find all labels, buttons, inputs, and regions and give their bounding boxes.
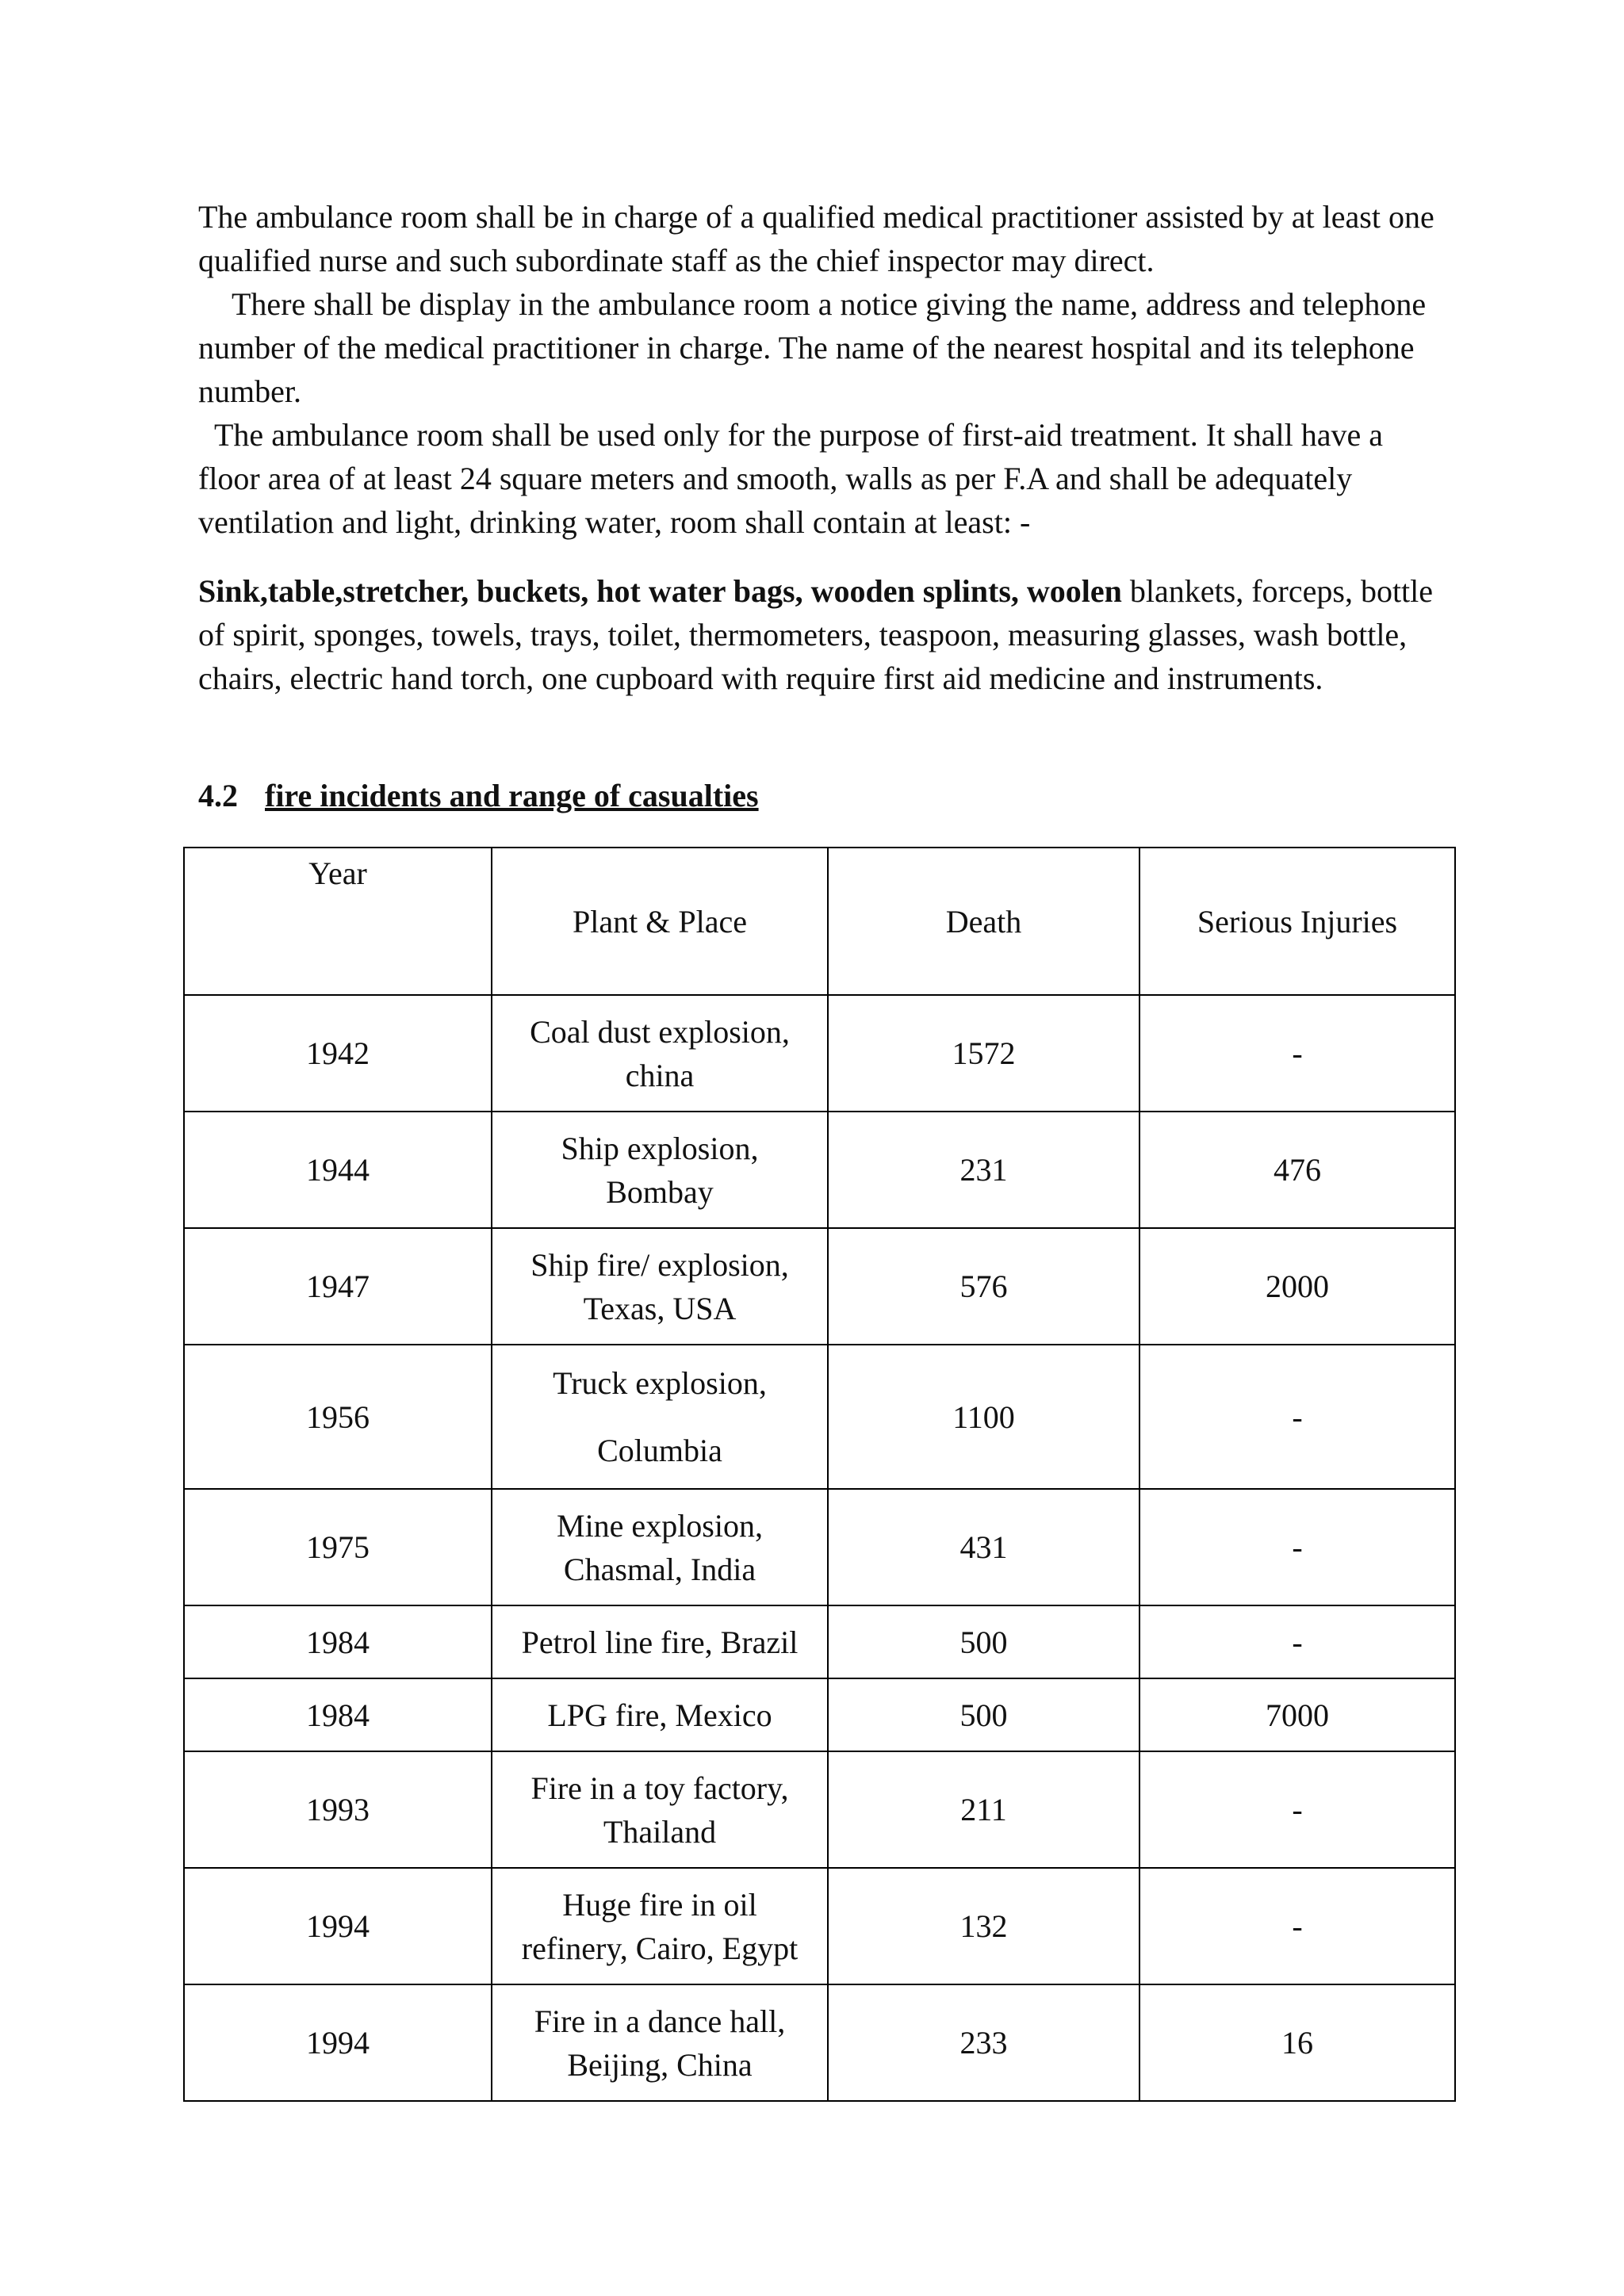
cell-injuries: - bbox=[1139, 1489, 1455, 1605]
cell-death: 500 bbox=[828, 1678, 1139, 1751]
cell-year: 1956 bbox=[184, 1345, 492, 1489]
cell-death: 500 bbox=[828, 1605, 1139, 1678]
cell-place bbox=[492, 1751, 828, 1868]
table-row bbox=[184, 1605, 1455, 1678]
place-line: Fire in a dance hall, bbox=[534, 2003, 786, 2039]
header-death: Death bbox=[828, 848, 1139, 995]
table-row bbox=[184, 1112, 1455, 1228]
cell-death: 132 bbox=[828, 1868, 1139, 1984]
table-row bbox=[184, 1678, 1455, 1751]
cell-death: 576 bbox=[828, 1228, 1139, 1345]
section-title: fire incidents and range of casualties bbox=[265, 778, 759, 813]
table-row bbox=[184, 1751, 1455, 1868]
table-row bbox=[184, 1489, 1455, 1605]
paragraph-equipment-list bbox=[198, 569, 1435, 700]
cell-injuries: - bbox=[1139, 1751, 1455, 1868]
header-year: Year bbox=[184, 848, 492, 995]
cell-year: 1984 bbox=[184, 1605, 492, 1678]
header-plant-place: Plant & Place bbox=[492, 848, 828, 995]
cell-year: 1975 bbox=[184, 1489, 492, 1605]
cell-injuries: 7000 bbox=[1139, 1678, 1455, 1751]
place-line: Chasmal, India bbox=[563, 1551, 756, 1587]
cell-place bbox=[492, 1112, 828, 1228]
cell-year: 1994 bbox=[184, 1868, 492, 1984]
cell-death: 431 bbox=[828, 1489, 1139, 1605]
table-row bbox=[184, 1345, 1455, 1489]
cell-place bbox=[492, 995, 828, 1112]
cell-place bbox=[492, 1984, 828, 2101]
cell-death: 211 bbox=[828, 1751, 1139, 1868]
cell-place bbox=[492, 1228, 828, 1345]
table-row bbox=[184, 995, 1455, 1112]
cell-injuries: - bbox=[1139, 995, 1455, 1112]
place-line: Fire in a toy factory, bbox=[530, 1770, 789, 1806]
place-line: Coal dust explosion, bbox=[530, 1013, 790, 1050]
cell-death: 1100 bbox=[828, 1345, 1139, 1489]
header-serious-injuries: Serious Injuries bbox=[1139, 848, 1455, 995]
cell-year: 1984 bbox=[184, 1678, 492, 1751]
cell-place bbox=[492, 1489, 828, 1605]
table-row bbox=[184, 1984, 1455, 2101]
equipment-bold-text: Sink,table,stretcher, buckets, hot water bags, wooden splints, woolen bbox=[198, 573, 1122, 609]
cell-place bbox=[492, 1868, 828, 1984]
fire-incidents-table bbox=[183, 847, 1456, 2102]
cell-year: 1994 bbox=[184, 1984, 492, 2101]
cell-year: 1993 bbox=[184, 1751, 492, 1868]
cell-death: 1572 bbox=[828, 995, 1139, 1112]
cell-death: 233 bbox=[828, 1984, 1139, 2101]
place-line: Bombay bbox=[606, 1173, 714, 1210]
place-line: Mine explosion, bbox=[557, 1507, 763, 1544]
cell-year: 1944 bbox=[184, 1112, 492, 1228]
place-line: Truck explosion, bbox=[553, 1365, 767, 1401]
cell-year: 1947 bbox=[184, 1228, 492, 1345]
cell-place: LPG fire, Mexico bbox=[492, 1678, 828, 1751]
equipment-text: blankets, forceps, bottle of spirit, sponges, towels, trays, toilet, thermometers, teaspoon, measuring glasses, wash bottle, chairs, electric hand torch, one cupboard with require first aid medicine and instruments. bbox=[198, 573, 1434, 696]
place-line: Thailand bbox=[603, 1813, 717, 1850]
cell-injuries: 476 bbox=[1139, 1112, 1455, 1228]
cell-place: Petrol line fire, Brazil bbox=[492, 1605, 828, 1678]
section-number: 4.2 bbox=[198, 778, 238, 813]
cell-death: 231 bbox=[828, 1112, 1139, 1228]
paragraph-ambulance-staff: The ambulance room shall be in charge of a qualified medical practitioner assisted by at least one qualified nurse and such subordinate staff as the chief inspector may direct. bbox=[198, 199, 1434, 278]
section-heading bbox=[198, 774, 759, 817]
cell-place bbox=[492, 1345, 828, 1489]
place-line: Texas, USA bbox=[583, 1290, 737, 1326]
cell-year: 1942 bbox=[184, 995, 492, 1112]
cell-injuries: - bbox=[1139, 1605, 1455, 1678]
place-line: Ship explosion, bbox=[561, 1130, 759, 1166]
place-line: Huge fire in oil bbox=[562, 1886, 757, 1923]
table-row bbox=[184, 1228, 1455, 1345]
cell-injuries: 2000 bbox=[1139, 1228, 1455, 1345]
place-line: Beijing, China bbox=[567, 2046, 753, 2083]
paragraph-room-requirements: The ambulance room shall be used only for the purpose of first-aid treatment. It shall have a floor area of at least 24 square meters and smooth, walls as per F.A and shall be adequately ventilation and light, drinking water, room shall contain at least: - bbox=[198, 417, 1383, 540]
cell-injuries: - bbox=[1139, 1868, 1455, 1984]
paragraph-notice: There shall be display in the ambulance room a notice giving the name, address and telephone number of the medical practitioner in charge. The name of the nearest hospital and its telephone number. bbox=[198, 286, 1427, 409]
table-header-row bbox=[184, 848, 1455, 995]
cell-injuries: - bbox=[1139, 1345, 1455, 1489]
place-line: refinery, Cairo, Egypt bbox=[521, 1930, 799, 1966]
place-line: Ship fire/ explosion, bbox=[530, 1246, 789, 1283]
place-line: china bbox=[625, 1057, 695, 1093]
table-row bbox=[184, 1868, 1455, 1984]
cell-injuries: 16 bbox=[1139, 1984, 1455, 2101]
place-line: Columbia bbox=[597, 1433, 722, 1468]
